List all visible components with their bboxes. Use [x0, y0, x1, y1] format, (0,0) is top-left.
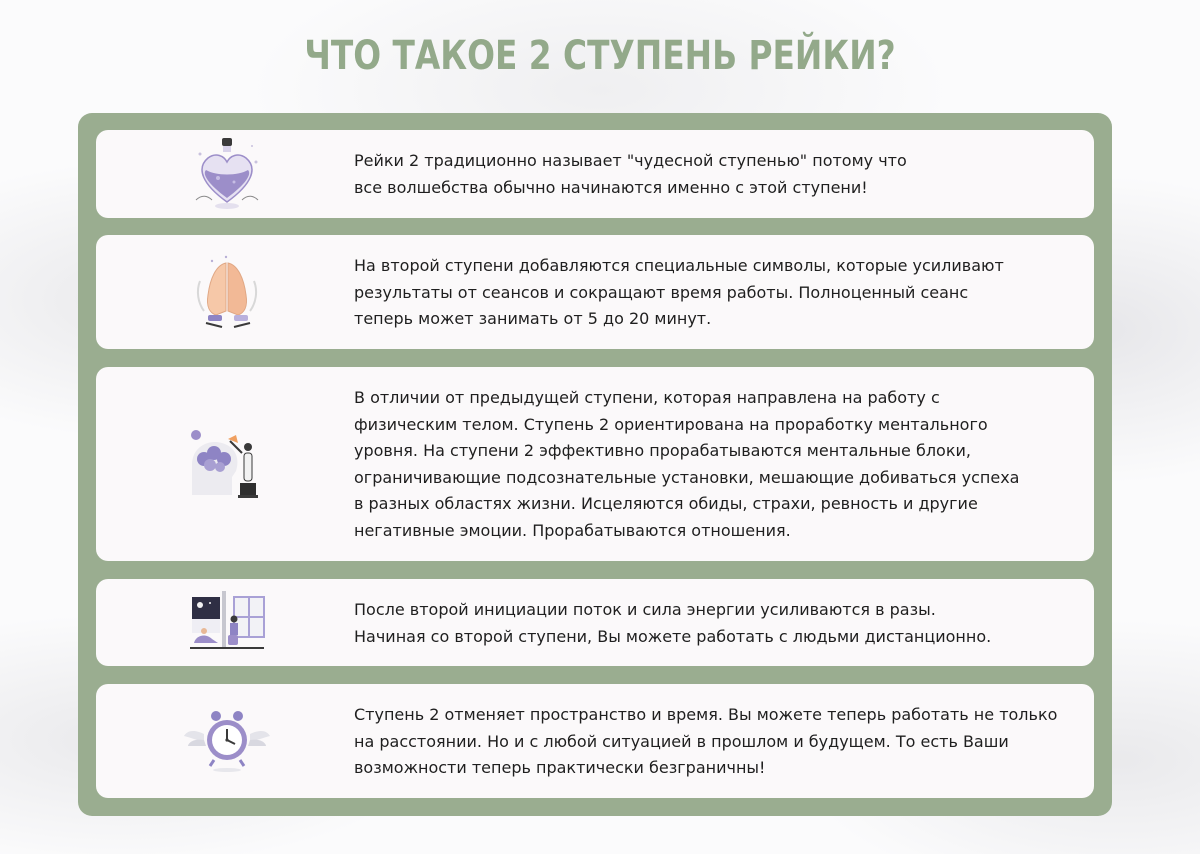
content-panel [78, 113, 1112, 816]
remote-session-icon [182, 583, 272, 663]
winged-clock-icon [182, 698, 272, 778]
info-card-text: На второй ступени добавляются специальные символы, которые усиливают результаты от сеансов и сокращают время работы. Полноценный сеанс теперь может занимать от 5 до 20 минут. [354, 256, 1004, 328]
mental-head-icon [182, 425, 272, 505]
info-card-1 [96, 130, 1094, 218]
info-card-4 [96, 579, 1094, 666]
potion-heart-icon [182, 134, 272, 214]
info-card-3 [96, 367, 1094, 561]
praying-hands-icon [182, 251, 272, 331]
info-card-text: Рейки 2 традиционно называет "чудесной ступенью" потому что все волшебства обычно начинаются именно с этой ступени! [354, 151, 907, 197]
info-card-2 [96, 235, 1094, 349]
info-card-text: Ступень 2 отменяет пространство и время. Вы можете теперь работать не только на расстоянии. Но и с любой ситуацией в прошлом и будущем. То есть Ваши возможности теперь практически безграничны! [354, 705, 1058, 777]
info-card-5 [96, 684, 1094, 798]
info-card-text: После второй инициации поток и сила энергии усиливаются в разы. Начиная со второй ступени, Вы можете работать с людьми дистанционно. [354, 600, 992, 646]
info-card-text: В отличии от предыдущей ступени, которая направлена на работу с физическим телом. Ступень 2 ориентирована на проработку ментального уровня. На ступени 2 эффективно прорабатываются ментальные блоки, ограничивающие подсознательные установки, мешающие добиваться успеха в разных областях жизни. Исцеляются обиды, страхи, ревность и другие негативные эмоции. Прорабатываются отношения. [354, 388, 1020, 540]
page-title: ЧТО ТАКОЕ 2 СТУПЕНЬ РЕЙКИ? [304, 33, 896, 79]
